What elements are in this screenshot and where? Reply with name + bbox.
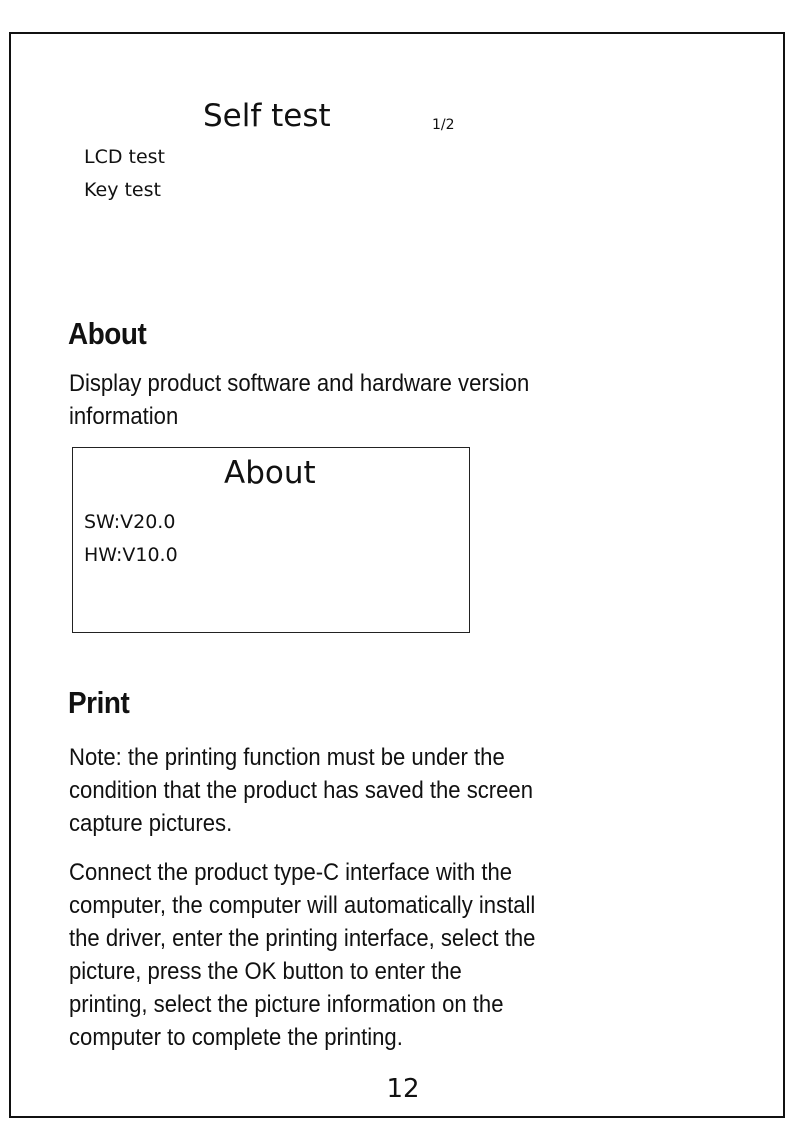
print-instructions: Connect the product type-C interface with the computer, the computer will automatically install the driver, enter the printing interface, select the picture, press the OK button to enter the printing, select the picture information on the computer to complete the printing. [69, 859, 536, 1051]
page-indicator: 1/2 [432, 117, 455, 133]
about-heading: About [68, 316, 147, 351]
self-test-title: Self test [203, 98, 331, 134]
about-description: Display product software and hardware version information [69, 370, 530, 430]
about-screen-title: About [224, 455, 316, 491]
software-version: SW:V20.0 [84, 511, 176, 533]
menu-item-key-test: Key test [84, 179, 161, 201]
about-screen [72, 447, 470, 633]
hardware-version: HW:V10.0 [84, 544, 178, 566]
print-heading: Print [68, 685, 130, 720]
page-number: 12 [386, 1074, 420, 1104]
print-note: Note: the printing function must be under the condition that the product has saved the screen capture pictures. [69, 744, 533, 837]
menu-item-lcd-test: LCD test [84, 146, 166, 168]
